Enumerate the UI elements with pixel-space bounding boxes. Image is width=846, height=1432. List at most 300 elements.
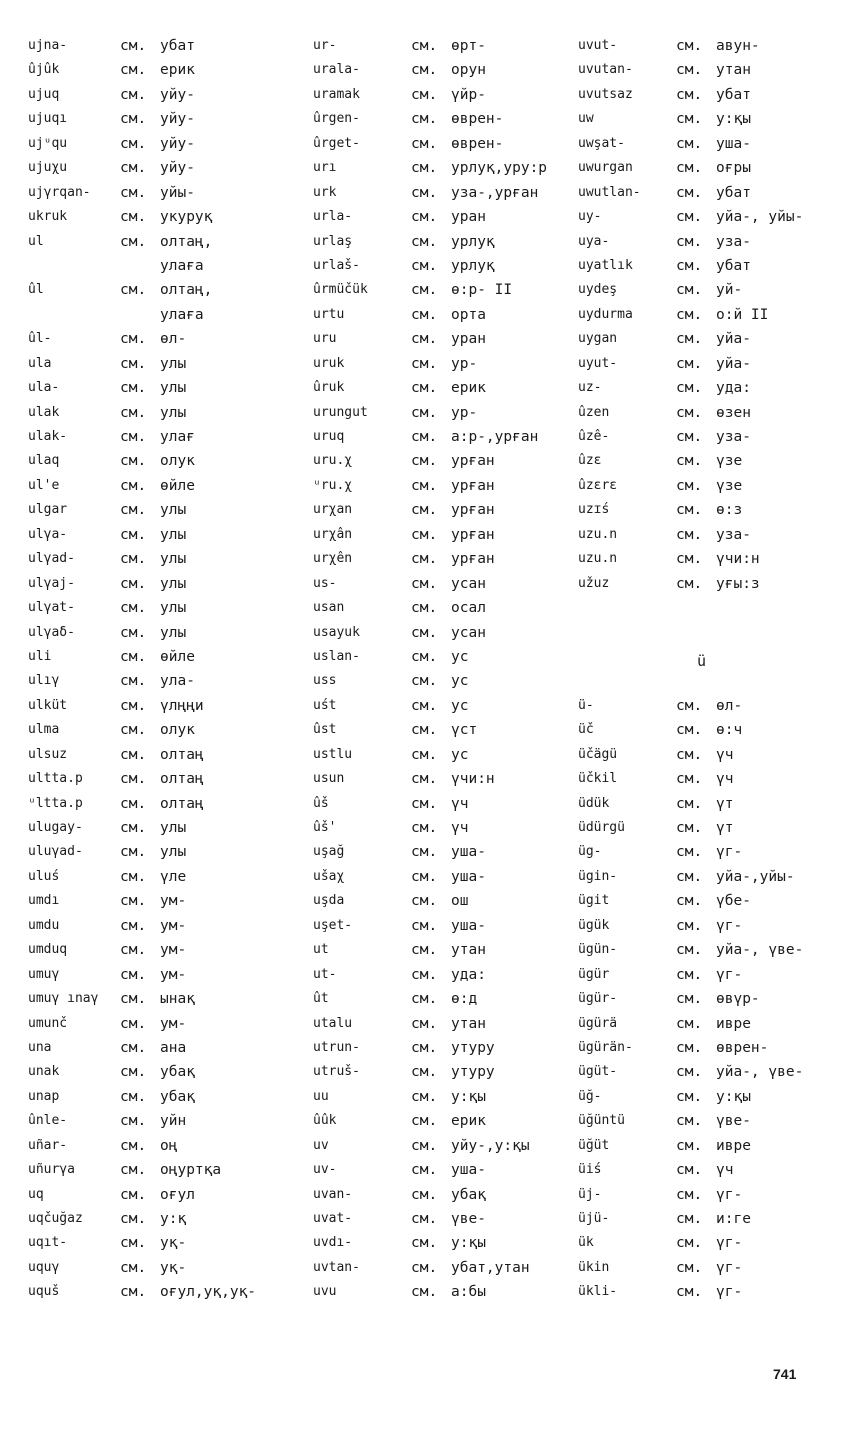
- cross-reference: ерик: [451, 1113, 486, 1130]
- cross-reference: уғы:з: [716, 575, 760, 592]
- headword: urala-: [313, 62, 360, 78]
- headword: üčkil: [578, 771, 618, 787]
- headword: üğüntü: [578, 1113, 625, 1129]
- see-marker: см.: [411, 477, 438, 494]
- see-marker: см.: [411, 257, 438, 274]
- see-marker: см.: [676, 160, 703, 177]
- cross-reference: урған: [451, 502, 495, 519]
- see-marker: см.: [120, 771, 147, 788]
- cross-reference: и:ге: [716, 1211, 751, 1227]
- headword: uwurgan: [578, 160, 633, 176]
- cross-reference: өл-: [160, 331, 187, 348]
- see-marker: см.: [120, 551, 147, 568]
- see-marker: см.: [120, 1259, 147, 1276]
- cross-reference: уйн: [160, 1113, 187, 1130]
- headword: ügün-: [578, 942, 618, 958]
- cross-reference: а:р-,урған: [451, 429, 539, 445]
- see-marker: см.: [676, 551, 703, 568]
- cross-reference: оғул: [160, 1186, 195, 1203]
- cross-reference: уша-: [451, 1162, 486, 1179]
- see-marker: см.: [411, 62, 438, 79]
- cross-reference: уй-: [716, 282, 743, 299]
- headword: ügük: [578, 917, 610, 933]
- headword: uu: [313, 1088, 329, 1104]
- cross-reference: усан: [451, 624, 486, 641]
- cross-reference: утан: [716, 62, 751, 79]
- cross-reference: иврe: [716, 1015, 751, 1032]
- see-marker: см.: [411, 306, 438, 323]
- see-marker: см.: [676, 429, 703, 445]
- cross-reference: олтаң,: [160, 233, 213, 250]
- headword: üğüt: [578, 1137, 610, 1153]
- cross-reference: ош: [451, 893, 469, 910]
- see-marker: см.: [120, 942, 147, 959]
- see-marker: см.: [676, 844, 703, 861]
- cross-reference: уша-: [716, 135, 751, 152]
- headword: uv-: [313, 1162, 337, 1178]
- see-marker: см.: [676, 38, 703, 54]
- headword: üj-: [578, 1186, 602, 1202]
- cross-reference: уйа-, үве-: [716, 942, 804, 959]
- see-marker: см.: [411, 1259, 438, 1276]
- cross-reference: уйа-: [716, 355, 751, 372]
- headword: umduq: [28, 942, 68, 958]
- cross-reference: орта: [451, 306, 486, 323]
- headword: uq: [28, 1186, 44, 1202]
- headword: urχân: [313, 526, 353, 542]
- headword: ûnle-: [28, 1113, 68, 1129]
- see-marker: см.: [120, 160, 147, 177]
- cross-reference: улы: [160, 844, 187, 861]
- cross-reference: оғул,уқ,уқ-: [160, 1284, 257, 1301]
- headword: uzɪś: [578, 502, 610, 518]
- headword: ûruk: [313, 380, 345, 396]
- cross-reference: уйа-, үве-: [716, 1064, 804, 1081]
- cross-reference: уйа-, уйы-: [716, 209, 804, 226]
- cross-reference: у:қ: [160, 1211, 187, 1227]
- headword: ûl: [28, 282, 44, 298]
- headword: uśt: [313, 697, 337, 713]
- see-marker: см.: [120, 477, 147, 494]
- see-marker: см.: [411, 111, 438, 128]
- headword: üğ-: [578, 1088, 602, 1104]
- cross-reference: у:қы: [716, 111, 751, 128]
- see-marker: см.: [411, 331, 438, 348]
- see-marker: см.: [411, 160, 438, 177]
- cross-reference: убақ: [451, 1186, 486, 1203]
- cross-reference: авун-: [716, 38, 760, 54]
- see-marker: см.: [411, 453, 438, 470]
- see-marker: см.: [411, 1162, 438, 1179]
- see-marker: см.: [411, 624, 438, 641]
- see-marker: см.: [676, 306, 703, 323]
- headword: uluś: [28, 868, 60, 884]
- headword: üg-: [578, 844, 602, 860]
- headword: uvutsaz: [578, 86, 633, 102]
- see-marker: см.: [120, 673, 147, 690]
- headword: ûst: [313, 722, 337, 738]
- headword: uruq: [313, 429, 345, 444]
- headword: ûš: [313, 795, 329, 811]
- headword: us-: [313, 575, 337, 591]
- cross-reference: уран: [451, 209, 486, 226]
- cross-reference: уда:: [451, 966, 486, 983]
- cross-reference: улы: [160, 624, 187, 641]
- cross-reference: оғры: [716, 160, 751, 177]
- headword: ulugay-: [28, 820, 83, 835]
- cross-reference: утуру: [451, 1064, 495, 1081]
- see-marker: см.: [120, 1284, 147, 1301]
- headword: ulıγ: [28, 673, 60, 689]
- headword: uruk: [313, 355, 345, 371]
- cross-reference: у:қы: [716, 1088, 751, 1105]
- cross-reference: уйы-: [160, 184, 195, 201]
- headword: ujᵘqu: [28, 135, 68, 151]
- headword: ügür: [578, 966, 610, 982]
- see-marker: см.: [411, 1064, 438, 1081]
- headword: umunč: [28, 1015, 68, 1031]
- headword: urlaş: [313, 233, 353, 249]
- cross-reference: үве-: [716, 1113, 751, 1130]
- see-marker: см.: [120, 1186, 147, 1203]
- see-marker: см.: [411, 893, 438, 910]
- cross-reference: ум-: [160, 1015, 187, 1032]
- cross-reference: о:й II: [716, 306, 769, 323]
- see-marker: см.: [411, 795, 438, 812]
- headword: urla-: [313, 209, 353, 225]
- headword: uy-: [578, 209, 602, 225]
- see-marker: см.: [411, 209, 438, 226]
- headword: ûš': [313, 820, 337, 835]
- see-marker: см.: [411, 380, 438, 397]
- see-marker: см.: [411, 1186, 438, 1203]
- cross-reference: осал: [451, 600, 486, 617]
- headword: ukruk: [28, 209, 68, 225]
- headword: uli: [28, 648, 52, 664]
- see-marker: см.: [411, 502, 438, 519]
- cross-reference: усан: [451, 575, 486, 592]
- cross-reference: утуру: [451, 1039, 495, 1056]
- headword: üč: [578, 722, 594, 738]
- cross-reference: ум-: [160, 942, 187, 959]
- headword: urungut: [313, 404, 368, 420]
- see-marker: см.: [120, 966, 147, 983]
- cross-reference: уйа-,уйы-: [716, 868, 795, 885]
- see-marker: см.: [676, 722, 703, 739]
- headword: ügürä: [578, 1015, 618, 1031]
- headword: ûl-: [28, 331, 52, 347]
- see-marker: см.: [120, 1235, 147, 1252]
- headword: üdük: [578, 795, 610, 811]
- cross-reference: ынақ: [160, 991, 195, 1008]
- see-marker: см.: [120, 502, 147, 519]
- see-marker: см.: [120, 868, 147, 885]
- cross-reference: үг-: [716, 844, 743, 861]
- cross-reference: өзен: [716, 404, 751, 421]
- headword: ügürän-: [578, 1039, 633, 1055]
- cross-reference: уша-: [451, 844, 486, 861]
- see-marker: см.: [120, 1015, 147, 1032]
- cross-reference: уйу-: [160, 111, 195, 128]
- see-marker: см.: [120, 1113, 147, 1130]
- cross-reference: оңуртқа: [160, 1162, 222, 1179]
- headword: ula: [28, 355, 52, 371]
- see-marker: см.: [120, 209, 147, 226]
- headword: uv: [313, 1137, 329, 1153]
- see-marker: см.: [676, 966, 703, 983]
- see-marker: см.: [411, 771, 438, 788]
- cross-reference: утан: [451, 942, 486, 959]
- cross-reference: үч: [716, 1162, 734, 1179]
- cross-reference: ус: [451, 746, 469, 763]
- see-marker: см.: [120, 526, 147, 543]
- cross-reference: өйле: [160, 477, 195, 494]
- headword: una: [28, 1039, 52, 1055]
- headword: üdürgü: [578, 820, 625, 835]
- see-marker: см.: [120, 722, 147, 739]
- cross-reference: убат: [716, 257, 751, 274]
- headword: ulsuz: [28, 746, 68, 762]
- cross-reference: улы: [160, 575, 187, 592]
- headword: urχên: [313, 551, 353, 567]
- headword: ûjûk: [28, 62, 60, 78]
- cross-reference: олтаң: [160, 746, 204, 763]
- cross-reference: уқ-: [160, 1235, 187, 1252]
- headword: uyatlık: [578, 257, 633, 273]
- headword: ügüt-: [578, 1064, 618, 1080]
- headword: ustlu: [313, 746, 353, 762]
- headword: ujuq: [28, 86, 60, 102]
- see-marker: см.: [411, 1015, 438, 1032]
- cross-reference: урлуқ: [451, 233, 495, 250]
- cross-reference: ө:ч: [716, 722, 743, 739]
- see-marker: см.: [676, 233, 703, 250]
- see-marker: см.: [411, 233, 438, 250]
- see-marker: см.: [676, 795, 703, 812]
- see-marker: см.: [676, 1064, 703, 1081]
- cross-reference: үт: [716, 795, 734, 812]
- see-marker: см.: [120, 1039, 147, 1056]
- cross-reference: ө:з: [716, 502, 743, 519]
- headword: umuγ: [28, 966, 60, 982]
- headword: uwşat-: [578, 135, 625, 151]
- see-marker: см.: [120, 1088, 147, 1105]
- see-marker: см.: [676, 86, 703, 103]
- see-marker: см.: [120, 1137, 147, 1154]
- cross-reference: убақ: [160, 1088, 195, 1105]
- cross-reference: уза-: [716, 429, 751, 445]
- see-marker: см.: [120, 355, 147, 372]
- cross-reference: уша-: [451, 868, 486, 885]
- see-marker: см.: [411, 184, 438, 201]
- cross-reference: уза-: [716, 233, 751, 250]
- see-marker: см.: [120, 624, 147, 641]
- cross-reference: убат: [716, 184, 751, 201]
- headword: uzu.n: [578, 526, 618, 542]
- cross-reference: уран: [451, 331, 486, 348]
- cross-reference: үч: [451, 795, 469, 812]
- cross-reference: уқ-: [160, 1259, 187, 1276]
- see-marker: см.: [676, 502, 703, 519]
- headword: usayuk: [313, 624, 360, 640]
- headword: ut-: [313, 966, 337, 982]
- see-marker: см.: [411, 942, 438, 959]
- see-marker: см.: [411, 722, 438, 739]
- headword: ûrgen-: [313, 111, 360, 127]
- cross-reference: улы: [160, 600, 187, 617]
- cross-reference: уза-,урған: [451, 184, 539, 201]
- see-marker: см.: [120, 746, 147, 763]
- cross-reference: үч: [716, 771, 734, 788]
- cross-reference: ө:р- II: [451, 282, 513, 299]
- headword: uqčuğaz: [28, 1211, 83, 1226]
- headword: uvutan-: [578, 62, 633, 78]
- headword: ᵘltta.p: [28, 795, 83, 811]
- headword: ügür-: [578, 991, 618, 1007]
- cross-reference: улаға: [160, 306, 204, 323]
- see-marker: см.: [411, 1039, 438, 1056]
- see-marker: см.: [411, 697, 438, 714]
- see-marker: см.: [411, 1137, 438, 1154]
- cross-reference: ур-: [451, 404, 478, 421]
- headword: uquš: [28, 1284, 60, 1300]
- cross-reference: ус: [451, 697, 469, 714]
- see-marker: см.: [411, 746, 438, 763]
- see-marker: см.: [676, 991, 703, 1008]
- see-marker: см.: [676, 820, 703, 836]
- headword: ûûk: [313, 1113, 337, 1129]
- cross-reference: ум-: [160, 966, 187, 983]
- headword: ulγat-: [28, 600, 75, 616]
- headword: ûrmüčük: [313, 282, 368, 298]
- headword: ükli-: [578, 1284, 618, 1300]
- headword: utruš-: [313, 1064, 360, 1080]
- see-marker: см.: [120, 38, 147, 54]
- headword: urk: [313, 184, 337, 200]
- see-marker: см.: [120, 1064, 147, 1081]
- headword: utalu: [313, 1015, 353, 1031]
- cross-reference: улы: [160, 380, 187, 397]
- cross-reference: ус: [451, 648, 469, 665]
- see-marker: см.: [676, 1088, 703, 1105]
- page-number: 741: [773, 1366, 797, 1382]
- see-marker: см.: [676, 331, 703, 348]
- see-marker: см.: [676, 1162, 703, 1179]
- see-marker: см.: [120, 991, 147, 1008]
- headword: uñar-: [28, 1137, 68, 1153]
- cross-reference: олук: [160, 453, 195, 470]
- headword: ûzɛ: [578, 453, 602, 469]
- cross-reference: утан: [451, 1015, 486, 1032]
- see-marker: см.: [411, 526, 438, 543]
- cross-reference: үг-: [716, 1186, 743, 1203]
- see-marker: см.: [676, 135, 703, 152]
- cross-reference: уйу-: [160, 86, 195, 103]
- see-marker: см.: [411, 86, 438, 103]
- cross-reference: убат: [160, 38, 195, 54]
- cross-reference: улы: [160, 404, 187, 421]
- see-marker: см.: [676, 917, 703, 934]
- headword: ulaq: [28, 453, 60, 469]
- see-marker: см.: [120, 184, 147, 201]
- see-marker: см.: [120, 404, 147, 421]
- see-marker: см.: [120, 820, 147, 836]
- see-marker: см.: [676, 282, 703, 299]
- cross-reference: улы: [160, 820, 187, 836]
- cross-reference: өврен-: [451, 111, 504, 128]
- see-marker: см.: [411, 135, 438, 152]
- cross-reference: үзе: [716, 477, 743, 494]
- headword: ulγaδ-: [28, 624, 75, 640]
- see-marker: см.: [676, 893, 703, 910]
- headword: uydeş: [578, 282, 618, 298]
- headword: uramak: [313, 86, 360, 102]
- see-marker: см.: [411, 844, 438, 861]
- see-marker: см.: [676, 111, 703, 128]
- cross-reference: үт: [716, 820, 734, 836]
- headword: urlaš-: [313, 257, 360, 273]
- cross-reference: уйу-: [160, 135, 195, 152]
- headword: uydurma: [578, 306, 633, 322]
- see-marker: см.: [120, 575, 147, 592]
- see-marker: см.: [411, 673, 438, 690]
- headword: uru: [313, 331, 337, 347]
- headword: ujuqı: [28, 111, 68, 127]
- see-marker: см.: [676, 453, 703, 470]
- cross-reference: уйу-,у:қы: [451, 1137, 530, 1154]
- see-marker: см.: [676, 257, 703, 274]
- see-marker: см.: [411, 429, 438, 445]
- headword: üčägü: [578, 746, 618, 762]
- see-marker: см.: [120, 233, 147, 250]
- headword: ušaχ: [313, 868, 345, 884]
- see-marker: см.: [120, 282, 147, 299]
- see-marker: см.: [676, 746, 703, 763]
- cross-reference: иврe: [716, 1137, 751, 1154]
- cross-reference: урған: [451, 453, 495, 470]
- cross-reference: үч: [716, 746, 734, 763]
- headword: ul: [28, 233, 44, 249]
- see-marker: см.: [676, 942, 703, 959]
- see-marker: см.: [676, 771, 703, 788]
- cross-reference: улы: [160, 355, 187, 372]
- headword: ûzɛrɛ: [578, 477, 618, 493]
- see-marker: см.: [676, 1113, 703, 1130]
- see-marker: см.: [120, 917, 147, 934]
- headword: uyut-: [578, 355, 618, 371]
- headword: uvat-: [313, 1211, 353, 1226]
- see-marker: см.: [676, 404, 703, 421]
- headword: ul'e: [28, 477, 60, 493]
- see-marker: см.: [411, 648, 438, 665]
- see-marker: см.: [120, 453, 147, 470]
- headword: ügit: [578, 893, 610, 909]
- headword: ujuχu: [28, 160, 68, 176]
- headword: uss: [313, 673, 337, 689]
- headword: ᵘru.χ: [313, 477, 353, 493]
- see-marker: см.: [676, 477, 703, 494]
- headword: ut: [313, 942, 329, 958]
- headword: uvu: [313, 1284, 337, 1300]
- see-marker: см.: [411, 600, 438, 617]
- see-marker: см.: [411, 551, 438, 568]
- headword: uvtan-: [313, 1259, 360, 1275]
- cross-reference: үг-: [716, 966, 743, 983]
- cross-reference: ур-: [451, 355, 478, 372]
- headword: ulküt: [28, 697, 68, 713]
- see-marker: см.: [676, 209, 703, 226]
- headword: ügin-: [578, 868, 618, 884]
